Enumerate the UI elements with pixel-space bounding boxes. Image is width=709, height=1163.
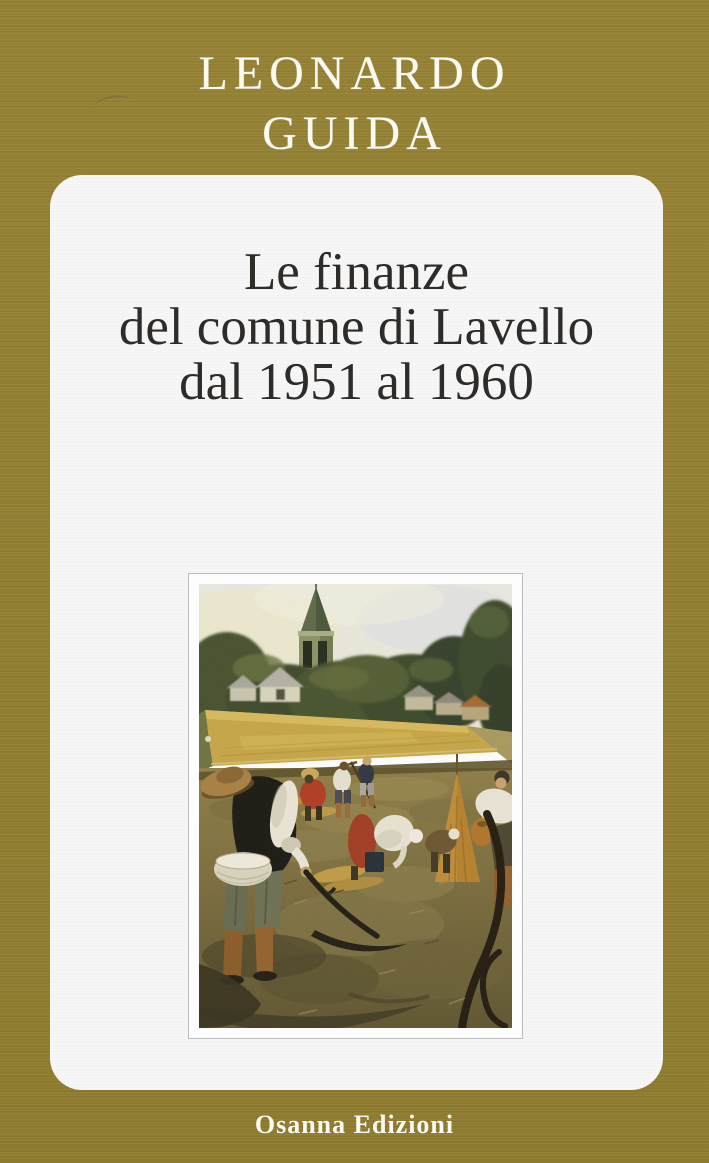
title-line-1: Le finanze (243, 243, 470, 301)
photo-grain (199, 584, 512, 1028)
harvest-painting (199, 584, 512, 1028)
artwork-frame (188, 573, 523, 1039)
title-line-3: dal 1951 al 1960 (179, 353, 534, 411)
author-first-name: LEONARDO (198, 47, 511, 100)
title-line-2: del comune di Lavello (118, 298, 595, 356)
author-name (0, 44, 709, 164)
author-last-name: GUIDA (262, 107, 447, 160)
publisher-name: Osanna Edizioni (254, 1110, 455, 1139)
book-title (50, 245, 663, 410)
cover-panel (50, 175, 663, 1090)
